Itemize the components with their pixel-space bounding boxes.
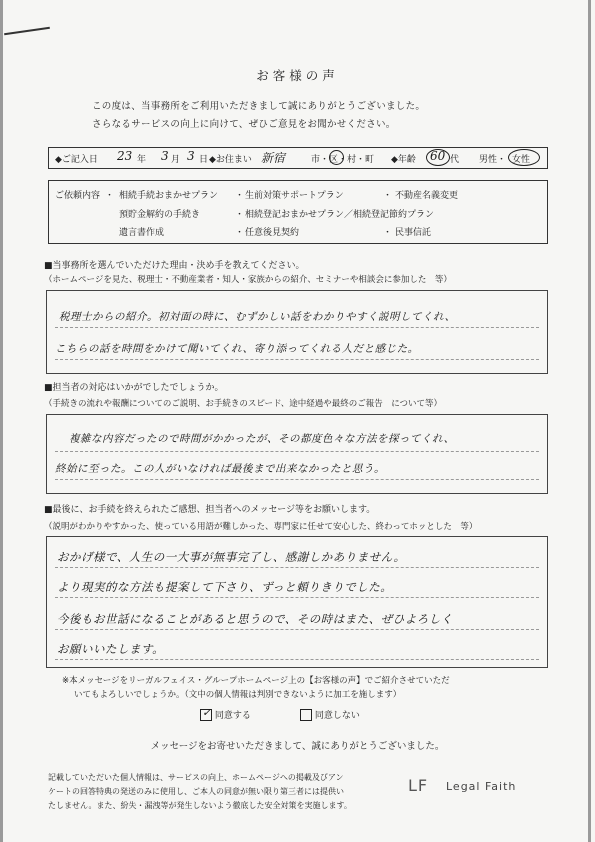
q3-answer-line-4: お願いいたします。	[57, 642, 165, 656]
address-value: 新宿	[261, 151, 286, 165]
age-label: ◆年齢	[391, 155, 416, 165]
q3-answer-line-1: おかげ様で、人生の一大事が無事完了し、感謝しかありません。	[57, 550, 406, 564]
month-unit: 月	[171, 155, 181, 165]
ruled-line	[55, 359, 539, 360]
intro-line-1: この度は、当事務所をご利用いただきまして誠にありがとうございました。	[92, 101, 426, 112]
ruled-line	[55, 659, 539, 660]
q2-answer-line-2: 終始に至った。この人がいなければ最後まで出来なかったと思う。	[55, 463, 385, 475]
q2-answer-box	[46, 414, 548, 494]
q3-heading: ■最後に、お手続を終えられたご感想、担当者へのメッセージ等をお願いします。	[44, 505, 376, 515]
q1-subtext: （ホームページを見た、税理士・不動産業者・知人・家族からの紹介、セミナーや相談会に参加した 等）	[44, 275, 452, 285]
q3-answer-line-3: 今後もお世話になることがあると思うので、その時はまた、ぜひよろしく	[57, 612, 453, 626]
ruled-line	[55, 479, 539, 480]
q2-subtext: （手続きの流れや報酬についてのご説明、お手続きのスピード、途中経過や最終のご報告 について等）	[44, 399, 443, 409]
footer-line-2: ケートの回答特典の発送のみに使用し、ご本人の同意が無い限り第三者には提供い	[48, 787, 344, 796]
q1-heading: ■当事務所を選んでいただけた理由・決め手を教えてください。	[44, 261, 305, 271]
consent-note-line-1: ※本メッセージをリーガルフェイス・グループホームページ上の【お客様の声】でご紹介させていただ	[62, 676, 450, 686]
footer-line-1: 記載していただいた個人情報は、サービスの向上、ホームページへの掲載及びアン	[48, 773, 344, 782]
disagree-checkbox[interactable]	[300, 709, 312, 721]
year-unit: 年	[137, 155, 147, 165]
service-item: 任意後見契約	[245, 228, 300, 238]
bullet-icon: ・	[235, 191, 245, 201]
bullet-icon: ・	[383, 228, 393, 238]
agree-checkbox[interactable]	[200, 705, 212, 721]
bullet-icon: ・	[383, 191, 393, 201]
day-unit: 日	[199, 155, 209, 165]
footer-line-3: たしません。また、紛失・漏洩等が発生しないよう徹底した安全対策を実施します。	[48, 801, 352, 810]
service-item: 不動産名義変更	[395, 191, 459, 201]
year-value: 23	[117, 149, 133, 163]
q2-answer-line-1: 複雑な内容だったので時間がかかったが、その都度色々な方法を探ってくれ、	[69, 433, 455, 445]
gender-female: 女性	[512, 155, 531, 165]
age-unit: 代	[450, 155, 460, 165]
checkmark-icon: ✓	[202, 705, 212, 719]
address-label: ◆お住まい	[209, 155, 252, 165]
ruled-line	[55, 597, 539, 598]
service-item: 預貯金解約の手続き	[119, 210, 201, 220]
info-box	[48, 147, 548, 169]
ruled-line	[55, 567, 539, 568]
disagree-label: 同意しない	[314, 711, 360, 721]
services-label: ご依頼内容	[55, 191, 101, 201]
bullet-icon: ・	[235, 228, 245, 238]
agree-label: 同意する	[214, 711, 251, 721]
date-label: ◆ご記入日	[55, 155, 98, 165]
ruled-line	[55, 327, 539, 328]
scan-edge-left	[0, 0, 3, 842]
logo-name: Legal Faith	[446, 780, 517, 793]
address-units: 市・区・村・町	[311, 155, 375, 165]
age-value: 60	[430, 149, 446, 163]
ruled-line	[55, 629, 539, 630]
service-item: 遺言書作成	[119, 228, 165, 238]
services-box	[48, 180, 548, 244]
ruled-line	[55, 451, 539, 452]
service-item: 相続手続おまかせプラン	[119, 191, 219, 201]
q3-answer-box	[46, 536, 548, 668]
service-item: 相続登記おまかせプラン／相続登記節約プラン	[245, 210, 435, 220]
bullet-icon: ・	[105, 191, 115, 201]
q2-heading: ■担当者の対応はいかがでしたでしょうか。	[44, 383, 224, 393]
scan-edge-right	[588, 0, 591, 842]
page-title: お客様の声	[256, 68, 339, 83]
q1-answer-line-2: こちらの話を時間をかけて聞いてくれ、寄り添ってくれる人だと感じた。	[55, 343, 419, 355]
q3-subtext: （説明がわかりやすかった、使っている用語が難しかった、専門家に任せて安心した、終わってホッとした 等）	[44, 522, 478, 532]
scan-mark	[4, 27, 50, 35]
intro-line-2: さらなるサービスの向上に向けて、ぜひご意見をお聞かせください。	[92, 119, 396, 130]
bullet-icon: ・	[235, 210, 245, 220]
month-value: 3	[161, 149, 169, 163]
disagree-option[interactable]	[300, 708, 360, 721]
service-item: 民事信託	[395, 228, 432, 238]
gender-male: 男性・	[479, 155, 507, 165]
logo-mark: LF	[408, 776, 429, 795]
agree-option[interactable]	[200, 705, 251, 721]
thanks-message: メッセージをお寄せいただきまして、誠にありがとうございました。	[150, 741, 445, 752]
q1-answer-box	[46, 290, 548, 374]
service-item: 生前対策サポートプラン	[245, 191, 344, 201]
q3-answer-line-2: より現実的な方法も提案して下さり、ずっと頼りきりでした。	[57, 580, 393, 594]
district-selected-circle	[329, 150, 344, 165]
day-value: 3	[187, 149, 195, 163]
q1-answer-line-1: 税理士からの紹介。初対面の時に、むずかしい話をわかりやすく説明してくれ、	[59, 311, 456, 323]
consent-note-line-2: いてもよろしいでしょうか。（文中の個人情報は判別できないように加工を施します）	[74, 690, 402, 700]
